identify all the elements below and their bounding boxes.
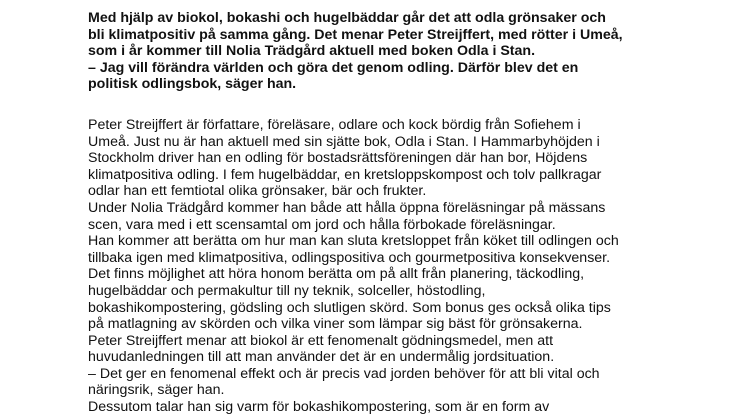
- body-line: Umeå. Just nu är han aktuell med sin sjätte bok, Odla i Stan. I Hammarbyhöjden i: [88, 133, 600, 150]
- lead-line: bli klimatpositiv på samma gång. Det menar Peter Streijffert, med rötter i Umeå,: [88, 26, 623, 43]
- body-line: Under Nolia Trädgård kommer han både att hålla öppna föreläsningar på mässans: [88, 199, 606, 216]
- body-line: Han kommer att berätta om hur man kan sluta kretsloppet från köket till odlingen och: [88, 233, 619, 250]
- document-page: [88, 10, 688, 416]
- body-line: Det finns möjlighet att höra honom berätta om på allt från planering, täckodling,: [88, 266, 585, 283]
- lead-paragraph: [88, 10, 688, 93]
- body-line: scen, vara med i ett scensamtal om jord och hålla förbokade föreläsningar.: [88, 216, 556, 233]
- body-line: huvudanledningen till att man använder det är en undermålig jordsituation.: [88, 349, 555, 366]
- body-line: hugelbäddar och permakultur till ny teknik, solceller, höstodling,: [88, 282, 486, 299]
- body-line: Peter Streijffert menar att biokol är ett fenomenalt gödningsmedel, men att: [88, 332, 554, 349]
- body-line: Dessutom talar han sig varm för bokashikompostering, som är en form av: [88, 399, 550, 416]
- body-line: odlar han ett femtiotal olika grönsaker, bär och frukter.: [88, 183, 427, 200]
- body-line: tillbaka igen med klimatpositiva, odlingspositiva och gourmetpositiva konsekvenser.: [88, 249, 611, 266]
- lead-line: Med hjälp av biokol, bokashi och hugelbäddar går det att odla grönsaker och: [88, 10, 606, 26]
- lead-line: – Jag vill förändra världen och göra det genom odling. Därför blev det en: [88, 59, 579, 76]
- body-line: näringsrik, säger han.: [88, 382, 225, 399]
- body-line: klimatpositiva odling. I fem hugelbäddar, en kretsloppskompost och tolv pallkragar: [88, 166, 602, 183]
- body-line: – Det ger en fenomenal effekt och är precis vad jorden behöver för att bli vital och: [88, 365, 600, 382]
- body-line: på matlagning av skörden och vilka viner som lämpar sig bäst för grönsakerna.: [88, 316, 583, 333]
- lead-line: som i år kommer till Nolia Trädgård aktuell med boken Odla i Stan.: [88, 43, 536, 60]
- body-line: bokashikompostering, gödsling och slutligen skörd. Som bonus ges också olika tips: [88, 299, 611, 316]
- body-text: [88, 117, 688, 416]
- body-line: Peter Streijffert är författare, föreläsare, odlare och kock bördig från Sofiehem i: [88, 116, 581, 133]
- lead-line: politisk odlingsbok, säger han.: [88, 76, 297, 93]
- body-line: Stockholm driver han en odling för bostadsrättsföreningen där han bor, Höjdens: [88, 150, 588, 167]
